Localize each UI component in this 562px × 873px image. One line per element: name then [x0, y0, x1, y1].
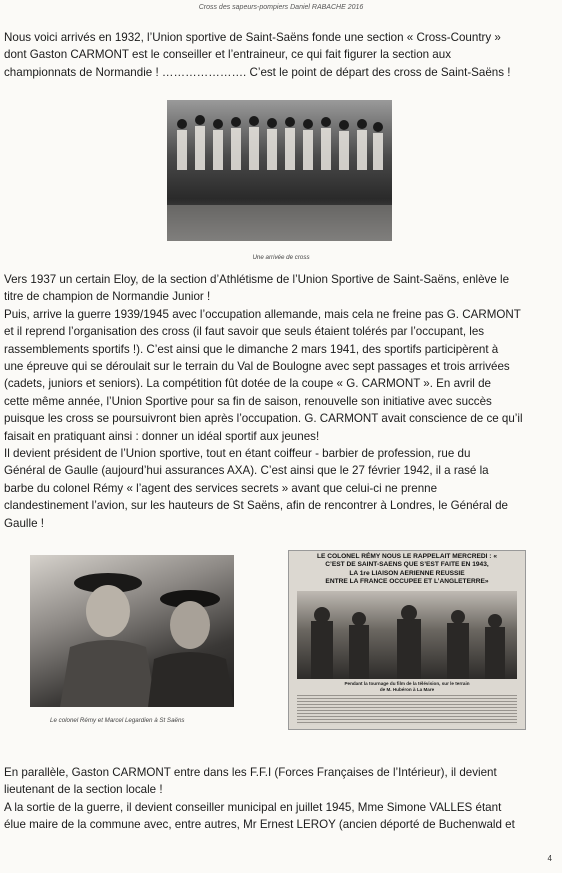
text-line: dont Gaston CARMONT est le conseiller et l’entraineur, ce qui fait figurer la section aux — [4, 48, 452, 62]
cross-arrival-photo — [167, 100, 392, 241]
clipping-caption-line: Pendant la tournage du film de la télévision, sur le terrain — [344, 681, 470, 686]
clipping-photo — [297, 591, 517, 679]
text-line: Vers 1937 un certain Eloy, de la section d’Athlétisme de l’Union Sportive de Saint-Saëns, enlève le — [4, 273, 510, 286]
photo-caption: Le colonel Rémy et Marcel Legardien à St Saëns — [50, 717, 185, 724]
text-line: rassemblements sportifs !). C’est ainsi que le dimanche 2 mars 1941, des sportifs participèrent à — [4, 342, 499, 356]
text-line: et il reprend l’organisation des cross (il faut savoir que seuls étaient tolérés par l’occupant, les — [4, 325, 485, 339]
headline-line: ENTRE LA FRANCE OCCUPEE ET L’ANGLETERRE» — [325, 578, 489, 586]
text-line: clandestinement l’avion, sur les hauteurs de St Saëns, afin de rencontrer à Londres, le Général de — [4, 499, 508, 513]
paragraph-intro — [4, 29, 544, 81]
text-line: Puis, arrive la guerre 1939/1945 avec l’occupation allemande, mais cela ne freine pas G. CARMONT — [4, 307, 521, 321]
text-line: A la sortie de la guerre, il devient conseiller municipal en juillet 1945, Mme Simone VALLES étant — [4, 800, 502, 814]
text-line: Général de Gaulle (aujourd’hui assurances AXA). C’est ainsi que le 27 février 1942, il a rasé la — [4, 464, 489, 478]
page-header: Cross des sapeurs-pompiers Daniel RABACHE 2016 — [198, 4, 364, 11]
clipping-caption — [289, 681, 525, 692]
text-line: (cadets, juniors et seniors). La compétition fût dotée de la coupe « G. CARMONT ». En avril de — [4, 377, 491, 391]
text-line: titre de champion de Normandie Junior ! — [4, 290, 211, 304]
text-line: Nous voici arrivés en 1932, l’Union sportive de Saint-Saëns fonde une section « Cross-Country » — [4, 31, 501, 44]
text-line: lieutenant de la section locale ! — [4, 783, 163, 797]
text-line: championnats de Normandie ! …………………. C’est le point de départ des cross de Saint-Saëns ! — [4, 65, 511, 79]
clipping-article-text — [297, 695, 517, 725]
paragraph-postwar — [4, 764, 544, 834]
text-line: une épreuve qui se déroulait sur le terrain du Val de Boulogne avec sept passages et trois arrivées — [4, 360, 510, 374]
text-line: élue maire de la commune avec, entre autres, Mr Ernest LEROY (ancien déporté de Buchenwald et — [4, 818, 515, 832]
group-silhouettes — [297, 591, 517, 679]
colonel-remy-photo — [30, 555, 234, 707]
text-line: faisait en pratiquant ainsi : donner un idéal sportif aux jeunes! — [4, 429, 320, 443]
clipping-caption-line: de M. Hubéron à La Mare — [379, 686, 435, 692]
runners-silhouettes — [167, 100, 392, 241]
two-men-silhouettes — [30, 555, 234, 707]
text-line: Gaulle ! — [4, 516, 44, 530]
text-line: puisque les cross se poursuivront bien après l’occupation. G. CARMONT avait conscience de ce qu’il — [4, 412, 523, 426]
text-line: cette même année, l’Union Sportive pour sa fin de saison, renouvelle son initiative avec succès — [4, 394, 492, 408]
paragraph-history — [4, 271, 544, 532]
photo-caption: Une arrivée de cross — [252, 254, 310, 261]
text-line: Il devient président de l’Union sportive, tout en étant coiffeur - barbier de profession, rue du — [4, 447, 471, 461]
headline-line: LE COLONEL RÉMY NOUS LE RAPPELAIT MERCREDI : « — [316, 553, 497, 560]
newspaper-clipping — [288, 550, 526, 730]
text-line: En parallèle, Gaston CARMONT entre dans les F.F.I (Forces Françaises de l’Intérieur), il devient — [4, 766, 497, 779]
page-number: 4 — [547, 854, 552, 863]
headline-line: C’EST DE SAINT-SAENS QUE S’EST FAITE EN 1943, — [325, 561, 489, 569]
text-line: barbe du colonel Rémy « l’agent des services secrets » avant que celui-ci ne prenne — [4, 481, 438, 495]
headline-line: LA 1re LIAISON AERIENNE REUSSIE — [349, 569, 465, 577]
clipping-headline — [289, 551, 525, 589]
